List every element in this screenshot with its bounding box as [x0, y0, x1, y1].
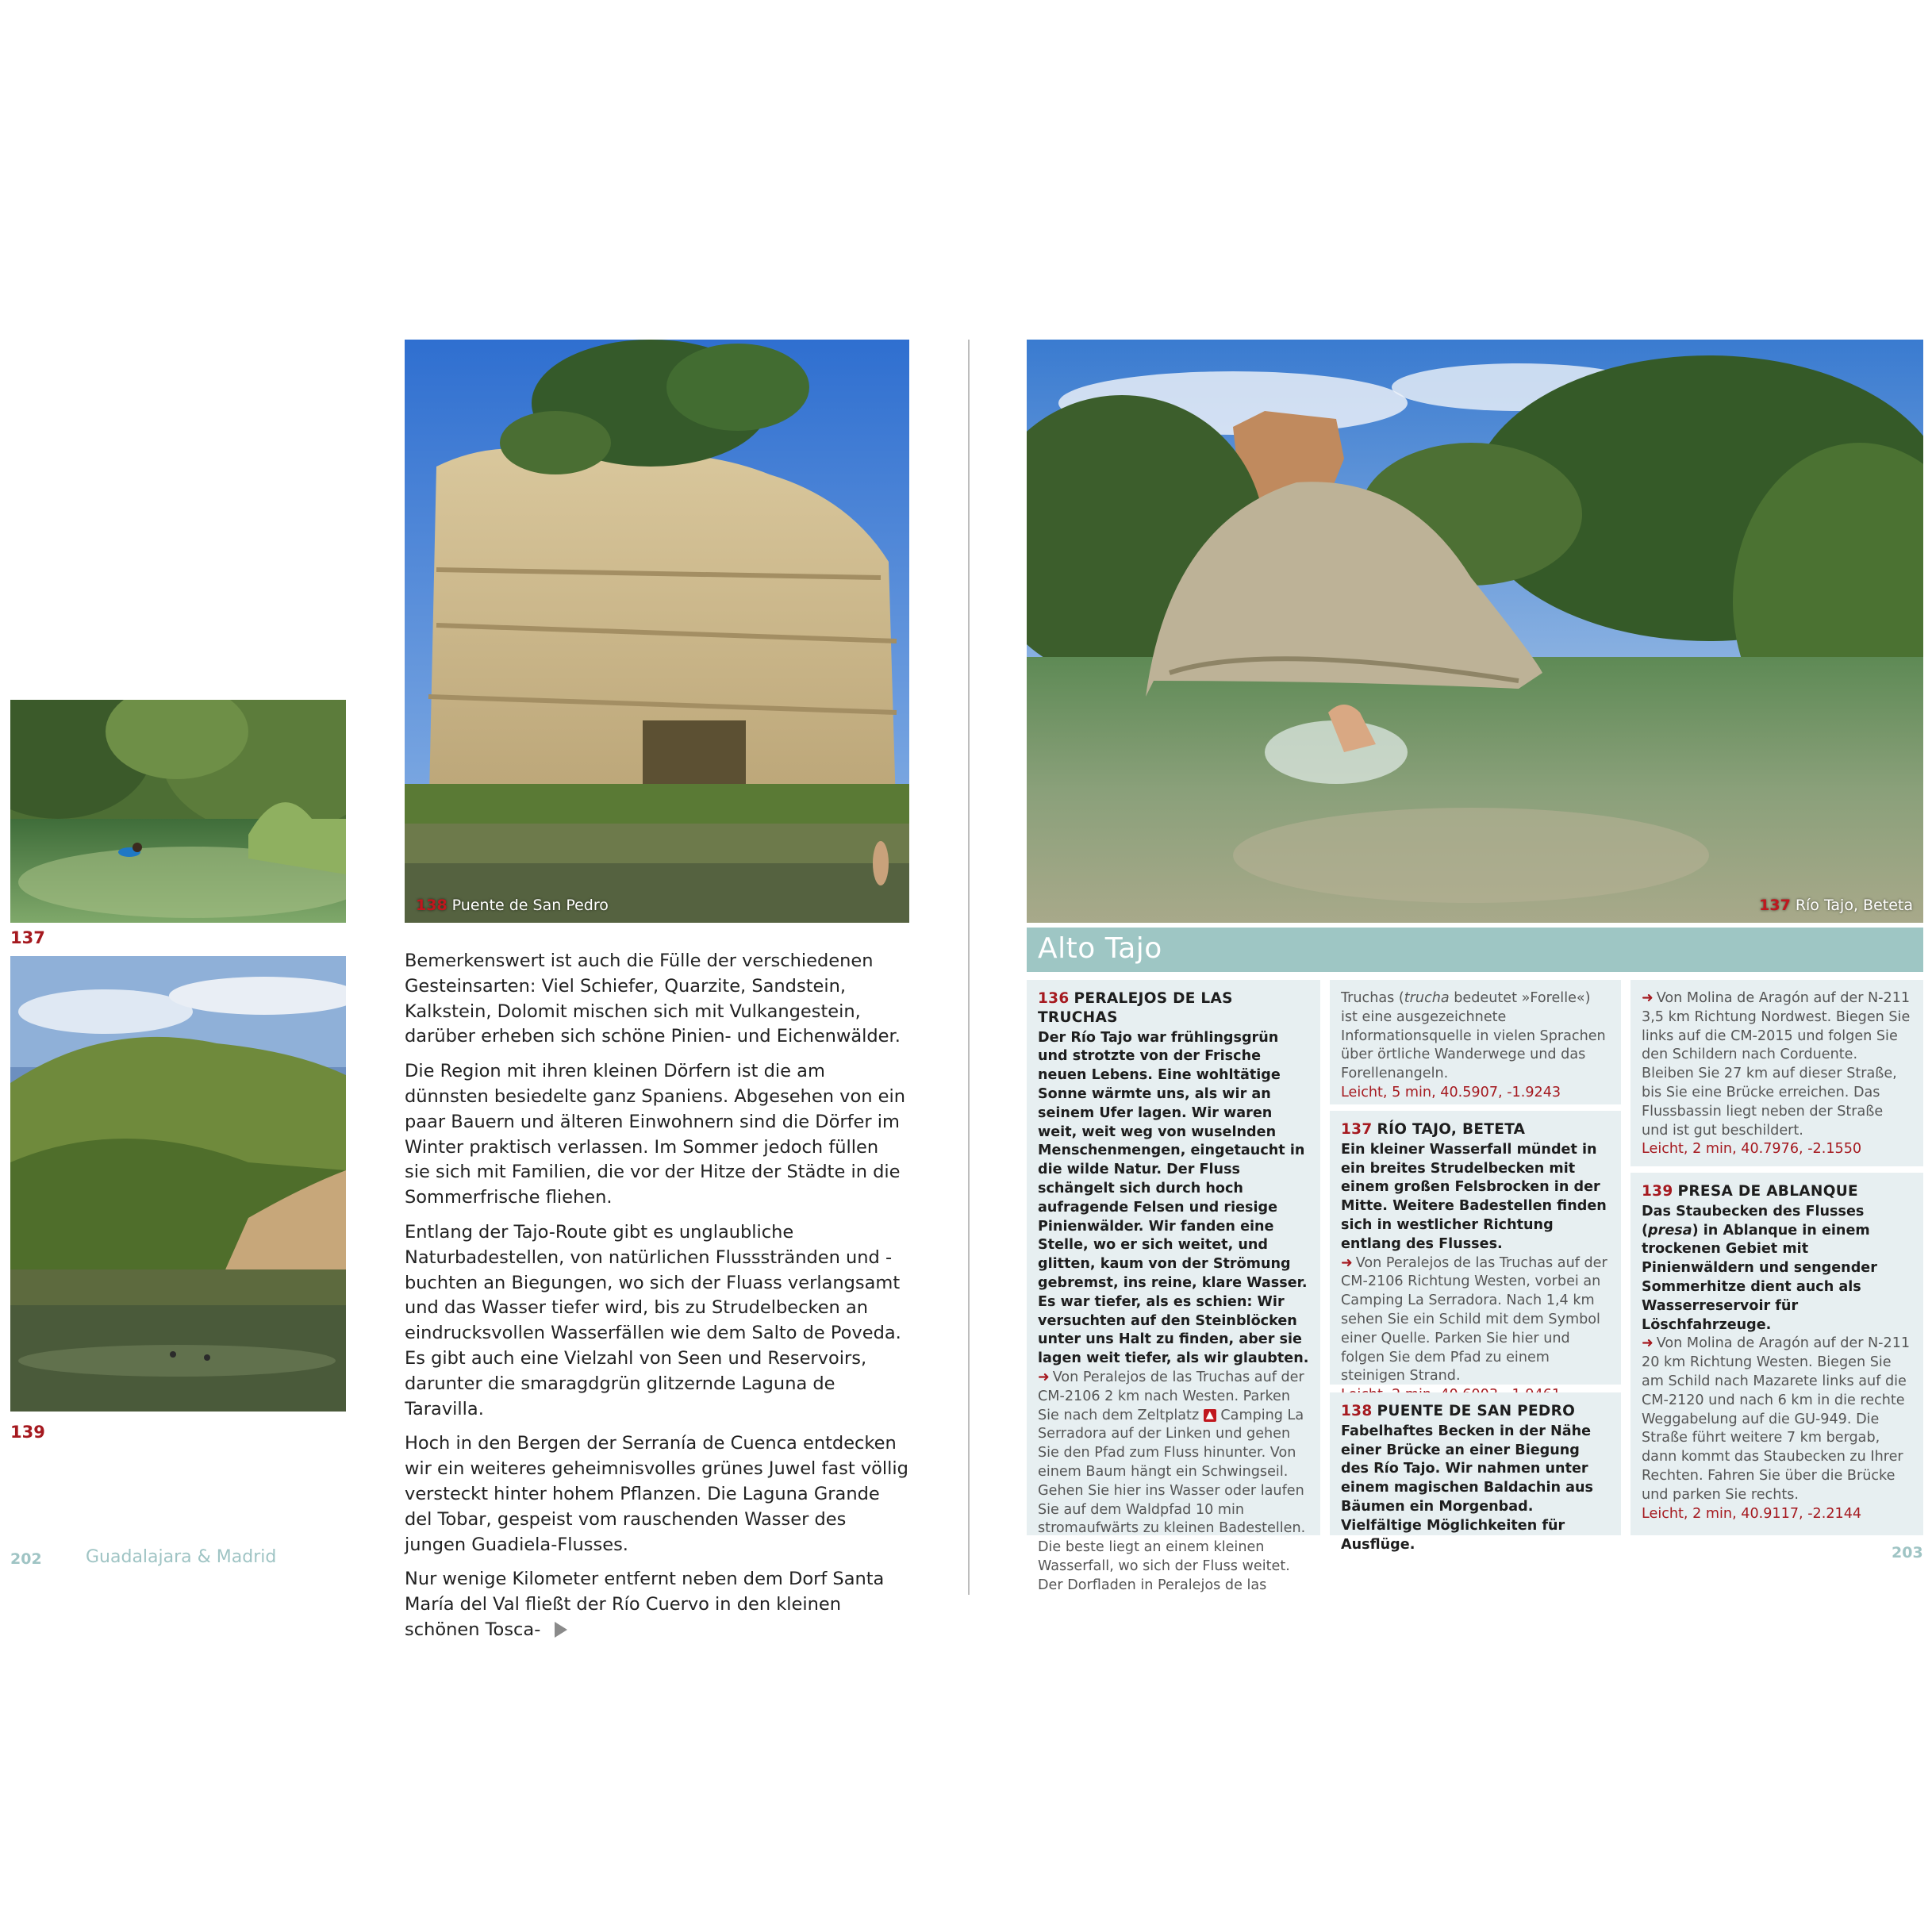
arrow-right-icon: ➜: [1642, 1335, 1654, 1352]
entry-number: 138: [1341, 1403, 1373, 1419]
desc-italic: presa: [1648, 1222, 1692, 1239]
photo-138-puente-de-san-pedro: [405, 340, 909, 923]
entry-continued-text: [1341, 989, 1610, 1084]
arrow-right-icon: ➜: [1642, 990, 1654, 1006]
paragraph: Entlang der Tajo-Route gibt es unglaubliche Naturbadestellen, von natürlichen Flussstränden und -buchten an Biegungen, wo sich der Fluass verlangsamt und das Wasser tiefer wird, bis zu Strudelbecken an eindrucksvollen Wasserfällen wie dem Salto de Poveda. Es gibt auch eine Vielzahl von Seen und Reservoirs, darunter die smaragdgrün glitzernde Laguna de Taravilla.: [405, 1221, 901, 1419]
arrow-right-icon: ➜: [1038, 1369, 1050, 1385]
entry-number: 137: [1341, 1121, 1373, 1138]
entry-name: PERALEJOS DE LAS TRUCHAS: [1038, 990, 1233, 1026]
directions-text: Von Molina de Aragón auf der N-211 3,5 km Richtung Nordwest. Biegen Sie links auf die CM-2015 und folgen Sie den Schildern nach Corduente. Bleiben Sie 27 km auf dieser Straße, bis Sie eine Brücke erreichen. Das Flussbassin liegt neben der Straße und ist gut beschildert.: [1642, 990, 1911, 1139]
entry-description: Fabelhaftes Becken in der Nähe einer Brücke an einer Biegung des Río Tajo. Wir nahmen unter einem magischen Baldachin aus Bäumen ein Morgenbad. Vielfältige Möglichkeiten für Ausflüge.: [1341, 1423, 1594, 1553]
entry-info: Leicht, 2 min, 40.7976, -2.1550: [1642, 1141, 1862, 1158]
cont-text-b: bedeutet »Forelle«) ist eine ausgezeichnete Informationsquelle in vielen Sprachen über örtliche Wanderwege und das Forellenangeln.: [1341, 990, 1606, 1082]
entry-138-continued-box: [1630, 980, 1923, 1166]
body-text: [405, 949, 909, 1653]
entry-title: [1341, 1402, 1610, 1421]
entry-137-box: [1330, 1111, 1621, 1385]
paragraph: Hoch in den Bergen der Serranía de Cuenca entdecken wir ein weiteres geheimnisvolles grünes Juwel fast völlig versteckt hinter hohem Pflanzen. Die Laguna Grande del Tobar, gespeist vom rauschenden Wasser des jungen Guadiela-Flusses.: [405, 1433, 908, 1555]
photo-139-reservoir: [10, 956, 346, 1412]
page-gutter: [968, 340, 970, 1595]
hero-caption: [1759, 897, 1913, 914]
desc-a: Das Staubecken des Flusses (: [1642, 1203, 1865, 1239]
paragraph-text: Nur wenige Kilometer entfernt neben dem Dorf Santa María del Val fließt der Río Cuervo in den kleinen schönen Tosca-: [405, 1569, 885, 1640]
entry-title: [1038, 989, 1309, 1027]
entry-info: Leicht, 5 min, 40.5907, -1.9243: [1341, 1084, 1561, 1100]
caption-number: 138: [416, 897, 447, 914]
hero-photo-rio-tajo: [1027, 340, 1923, 923]
entry-title: [1642, 1182, 1912, 1201]
entry-info: Leicht, 2 min, 40.9117, -2.2144: [1642, 1505, 1862, 1522]
entry-138-box: [1330, 1392, 1621, 1553]
directions-text: Von Molina de Aragón auf der N-211 20 km Richtung Westen. Biegen Sie am Schild nach Mazarete links auf die CM-2120 und nach 6 km in die rechte Weggabelung auf die GU-949. Die Straße führt weitere 7 km bergab, dann kommt das Staubecken zu Ihrer Rechten. Fahren Sie über die Brücke und parken Sie rechts.: [1642, 1335, 1911, 1503]
figure-number-137: 137: [10, 928, 45, 947]
entry-directions: [1038, 1369, 1309, 1596]
entry-directions: [1642, 1335, 1912, 1504]
section-title: Alto Tajo: [1038, 932, 1162, 965]
photo-137-swimmer: [10, 700, 346, 923]
cont-text-a: Truchas (: [1341, 990, 1404, 1006]
photo-caption-138: [416, 897, 609, 914]
directions-text-b: Camping La Serradora auf der Linken und gehen Sie den Pfad zum Fluss hinunter. Von einem Baum hängt ein Schwingseil. Gehen Sie hier ins Wasser oder laufen Sie auf dem Waldpfad 10 min stromaufwärts zu kleinen Badestellen. Die beste liegt an einem kleinen Wasserfall, wo sich der Fluss weitet. Der Dorfladen in Peralejos de las: [1038, 1407, 1306, 1593]
entry-title: [1341, 1120, 1610, 1139]
entry-name: PUENTE DE SAN PEDRO: [1377, 1403, 1576, 1419]
tent-icon: ▲: [1204, 1409, 1216, 1422]
folio-right: 203: [1892, 1544, 1923, 1561]
folio-left: 202: [10, 1550, 42, 1568]
entry-name: RÍO TAJO, BETETA: [1377, 1121, 1526, 1138]
figure-number-139: 139: [10, 1423, 45, 1442]
running-head: Guadalajara & Madrid: [86, 1547, 277, 1567]
entry-number: 136: [1038, 990, 1070, 1007]
entry-description: [1642, 1203, 1912, 1335]
directions-text-a: Von Peralejos de las Truchas auf der CM-2106 2 km nach Westen. Parken Sie nach dem Zeltplatz: [1038, 1369, 1304, 1423]
entry-number: 139: [1642, 1183, 1673, 1200]
entry-name: PRESA DE ABLANQUE: [1677, 1183, 1858, 1200]
desc-b: ) in Ablanque in einem trockenen Gebiet mit Pinienwäldern und sengender Sommerhitze dient auch als Wasserreservoir für Löschfahrzeuge.: [1642, 1222, 1877, 1333]
paragraph-last: [405, 1567, 909, 1642]
caption-text: Río Tajo, Beteta: [1795, 897, 1913, 914]
caption-number: 137: [1759, 897, 1791, 914]
entry-description: Ein kleiner Wasserfall mündet in ein breites Strudelbecken mit einem großen Felsbrocken in der Mitte. Weitere Badestellen finden sich in westlicher Richtung entlang des Flusses.: [1341, 1141, 1607, 1252]
entry-description: Der Río Tajo war frühlingsgrün und strotzte von der Frische neuen Lebens. Eine wohltätige Sonne wärmte uns, als wir an seinem Ufer lagen. Wir waren weit, weit weg von wuselnden Menschenmengen, eingetaucht in die wilde Natur. Der Fluss schängelt sich durch hoch aufragende Felsen und riesige Pinienwälder. Wir fanden eine Stelle, wo er sich weitet, und glitten, kaum von der Strömung gebremst, ins reine, klare Wasser. Es war tiefer, als es schien: Wir versuchten auf den Steinblöcken unter uns Halt zu finden, aber sie lagen weit tiefer, als wir glaubten.: [1038, 1029, 1309, 1367]
entry-directions: [1642, 989, 1912, 1140]
entry-139-box: [1630, 1173, 1923, 1535]
paragraph: Bemerkenswert ist auch die Fülle der verschiedenen Gesteinsarten: Viel Schiefer, Quarzite, Sandstein, Kalkstein, Dolomit mischen sich mit Vulkangestein, darüber erheben sich schöne Pinien- und Eichenwälder.: [405, 951, 901, 1047]
entry-136-box: [1027, 980, 1320, 1593]
continue-arrow-icon: [555, 1622, 567, 1638]
entry-directions: [1341, 1254, 1610, 1387]
caption-text: Puente de San Pedro: [451, 897, 609, 914]
entry-136-continued-box: [1330, 980, 1621, 1104]
arrow-right-icon: ➜: [1341, 1254, 1353, 1271]
paragraph: Die Region mit ihren kleinen Dörfern ist die am dünnsten besiedelte ganz Spaniens. Abgesehen von ein paar Bauern und älteren Einwohnern sind die Dörfer im Winter praktisch verlassen. Im Sommer jedoch füllen sie sich mit Familien, die vor der Hitze der Städte in die Sommerfrische fliehen.: [405, 1061, 906, 1208]
directions-text: Von Peralejos de las Truchas auf der CM-2106 Richtung Westen, vorbei an Camping La Serradora. Nach 1,4 km sehen Sie ein Schild mit dem Symbol einer Quelle. Parken Sie hier und folgen Sie dem Pfad zu einem steinigen Strand.: [1341, 1254, 1607, 1385]
section-header: [1027, 928, 1923, 972]
cont-text-italic: trucha: [1404, 990, 1450, 1006]
